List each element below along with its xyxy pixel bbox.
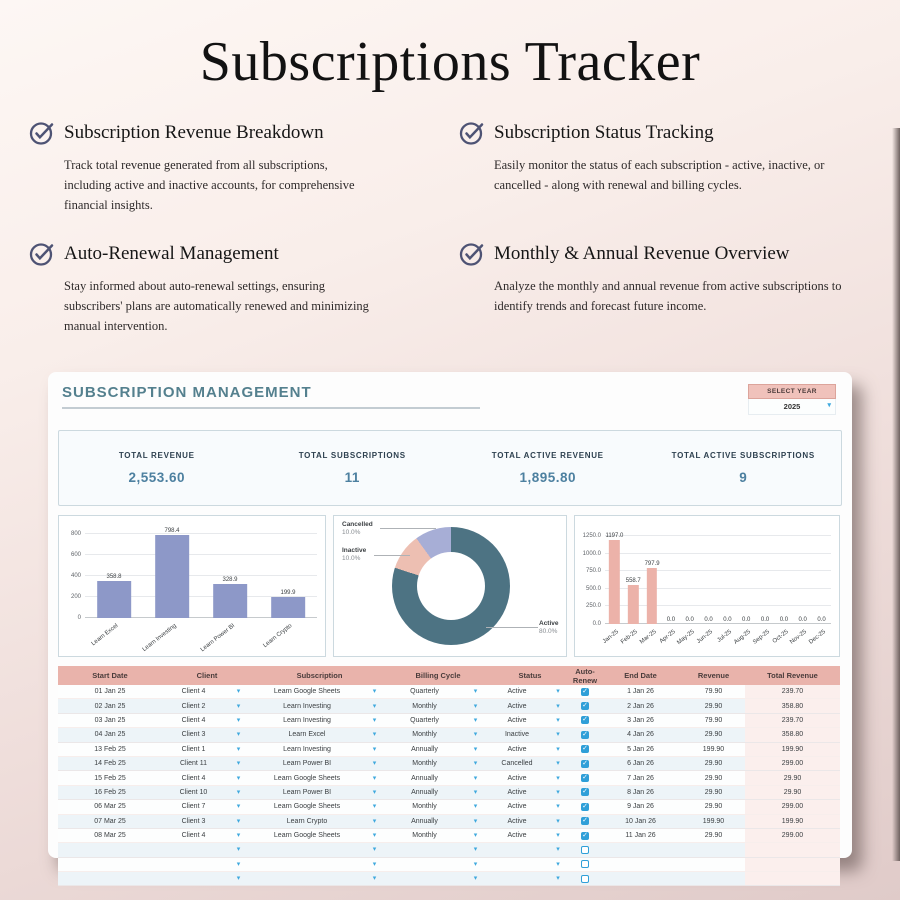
cell-revenue[interactable]: 79.90	[704, 716, 723, 724]
dropdown-arrow-icon[interactable]: ▾	[372, 803, 377, 811]
dropdown-arrow-icon[interactable]: ▾	[372, 860, 377, 868]
bar	[155, 535, 189, 618]
dropdown-arrow-icon[interactable]: ▾	[372, 745, 377, 753]
dashboard-screenshot	[48, 372, 852, 883]
bar-column	[643, 526, 662, 624]
bar-value-label: 0.0	[779, 617, 789, 623]
table-row	[58, 728, 840, 742]
cell-total-revenue[interactable]: 29.90	[745, 771, 840, 784]
dropdown-arrow-icon[interactable]: ▾	[372, 846, 377, 854]
cell-billing-cycle[interactable]: Quarterly	[410, 688, 439, 696]
table-row	[58, 815, 840, 829]
column-header-billing-cycle: Billing Cycle	[415, 671, 461, 680]
auto-renew-checkbox[interactable]: ✓	[582, 687, 588, 695]
cell-client[interactable]: Client 3	[181, 817, 206, 825]
kpi-value: 1,895.80	[519, 470, 577, 485]
y-axis-tick: 1250.0	[582, 532, 601, 539]
dropdown-arrow-icon[interactable]: ▾	[372, 716, 377, 724]
cell-end-date[interactable]: 2 Jan 26	[627, 702, 654, 710]
dropdown-arrow-icon[interactable]: ▾	[236, 875, 241, 883]
bar-value-label: 558.7	[625, 577, 641, 584]
subscriptions-table	[58, 666, 840, 886]
kpi-value: 11	[344, 470, 360, 485]
dropdown-arrow-icon[interactable]: ▾	[473, 731, 478, 739]
dropdown-arrow-icon[interactable]: ▾	[372, 788, 377, 796]
bar-plot	[582, 526, 831, 627]
kpi-label: TOTAL ACTIVE SUBSCRIPTIONS	[671, 451, 815, 460]
table-body	[58, 685, 840, 886]
title-underline	[62, 407, 480, 409]
bars	[85, 526, 317, 618]
dropdown-arrow-icon[interactable]: ▾	[372, 832, 377, 840]
cell-billing-cycle[interactable]: Annually	[411, 774, 438, 782]
dropdown-arrow-icon[interactable]: ▾	[556, 875, 560, 883]
table-row	[58, 800, 840, 814]
dropdown-arrow-icon[interactable]: ▾	[372, 731, 377, 739]
dropdown-arrow-icon[interactable]: ▾	[236, 817, 241, 825]
cell-total-revenue[interactable]: 239.70	[745, 714, 840, 727]
cell-client[interactable]: Client 1	[181, 745, 206, 753]
dropdown-arrow-icon[interactable]: ▾	[473, 875, 478, 883]
cell-start-date[interactable]: 13 Feb 25	[94, 745, 126, 753]
cell-status[interactable]: Active	[507, 774, 527, 782]
cell-total-revenue[interactable]	[745, 872, 840, 885]
dropdown-arrow-icon[interactable]: ▾	[236, 788, 241, 796]
dropdown-arrow-icon[interactable]: ▾	[473, 760, 478, 768]
bar-value-label: 0.0	[685, 617, 694, 623]
cell-status[interactable]: Active	[507, 688, 527, 696]
dropdown-arrow-icon[interactable]: ▾	[556, 774, 560, 782]
cell-subscription[interactable]: Learn Google Sheets	[273, 803, 341, 811]
dropdown-arrow-icon[interactable]: ▾	[556, 832, 560, 840]
auto-renew-checkbox[interactable]: ✓	[582, 802, 588, 810]
kpi-total-subscriptions	[255, 431, 451, 505]
bars	[605, 526, 831, 624]
cell-end-date[interactable]: 8 Jan 26	[627, 788, 654, 796]
column-header-end-date: End Date	[624, 671, 657, 680]
table-row	[58, 714, 840, 728]
callout-line	[374, 555, 410, 556]
y-axis-tick: 800	[70, 531, 81, 538]
dropdown-arrow-icon[interactable]: ▾	[473, 832, 478, 840]
cell-client[interactable]: Client 2	[181, 702, 206, 710]
cell-total-revenue[interactable]	[745, 858, 840, 871]
cell-revenue[interactable]: 79.90	[704, 688, 723, 696]
bar-column	[259, 526, 317, 618]
dropdown-arrow-icon[interactable]: ▾	[372, 702, 377, 710]
auto-renew-checkbox[interactable]: ✓	[582, 774, 588, 782]
cell-status[interactable]: Inactive	[504, 731, 530, 739]
auto-renew-checkbox[interactable]: ✓	[582, 702, 588, 710]
feature-status-tracking	[455, 120, 875, 215]
features-section	[25, 120, 875, 336]
dropdown-arrow-icon[interactable]: ▾	[473, 846, 478, 854]
cell-total-revenue[interactable]: 29.90	[745, 786, 840, 799]
table-row	[58, 786, 840, 800]
bar-value-label: 0.0	[742, 617, 751, 623]
cell-status[interactable]: Cancelled	[501, 760, 533, 768]
cell-status[interactable]: Active	[507, 832, 527, 840]
bar-column	[774, 526, 793, 624]
y-axis-tick: 600	[70, 552, 81, 559]
feature-heading: Subscription Revenue Breakdown	[64, 122, 324, 143]
cell-start-date[interactable]: 06 Mar 25	[94, 803, 126, 811]
bar	[628, 585, 638, 624]
cell-client[interactable]: Client 7	[181, 803, 206, 811]
dropdown-arrow-icon[interactable]: ▾	[556, 803, 560, 811]
revenue-by-subscription-chart	[58, 515, 326, 657]
check-circle-icon	[459, 241, 485, 267]
bar-column	[812, 526, 831, 624]
year-dropdown[interactable]	[748, 399, 836, 415]
cell-start-date[interactable]: 08 Mar 25	[94, 832, 126, 840]
feature-description: Analyze the monthly and annual revenue from active subscriptions to identify trends and forecast future income.	[494, 279, 842, 313]
auto-renew-checkbox[interactable]	[581, 875, 589, 883]
cell-billing-cycle[interactable]: Monthly	[412, 702, 437, 710]
cell-start-date[interactable]: 07 Mar 25	[94, 817, 126, 825]
kpi-total-active-subscriptions	[646, 431, 842, 505]
bar-value-label: 199.9	[280, 590, 296, 597]
kpi-value: 2,553.60	[128, 470, 186, 485]
dropdown-arrow-icon[interactable]: ▾	[236, 731, 241, 739]
dropdown-arrow-icon[interactable]: ▾	[372, 817, 377, 825]
cell-total-revenue[interactable]: 299.00	[745, 800, 840, 813]
cell-status[interactable]: Active	[507, 803, 527, 811]
dropdown-arrow-icon[interactable]: ▾	[236, 803, 241, 811]
cell-total-revenue[interactable]: 358.80	[745, 728, 840, 741]
cell-total-revenue[interactable]: 358.80	[745, 699, 840, 712]
cell-end-date[interactable]: 10 Jan 26	[625, 817, 656, 825]
page-title: Subscriptions Tracker	[199, 31, 701, 93]
feature-heading: Subscription Status Tracking	[494, 122, 714, 143]
select-year-label: SELECT YEAR	[748, 384, 836, 399]
cell-billing-cycle[interactable]: Annually	[411, 788, 438, 796]
donut-label-active: Active 80.0%	[539, 620, 559, 636]
dropdown-arrow-icon[interactable]: ▾	[236, 688, 241, 696]
bar	[97, 581, 131, 619]
feature-revenue-breakdown	[25, 120, 455, 215]
dropdown-arrow-icon[interactable]: ▾	[473, 716, 478, 724]
feature-description: Stay informed about auto-renewal settings, ensuring subscribers' plans are automatically renewed and minimizing manual intervention.	[64, 279, 369, 333]
y-axis-tick: 0.0	[592, 621, 601, 627]
table-row	[58, 699, 840, 713]
summary-cards	[58, 430, 842, 506]
cell-total-revenue[interactable]: 239.70	[745, 685, 840, 698]
year-selector[interactable]	[748, 384, 836, 415]
cell-billing-cycle[interactable]: Monthly	[412, 760, 437, 768]
dropdown-arrow-icon[interactable]: ▾	[556, 846, 560, 854]
cell-revenue[interactable]: 29.90	[704, 788, 723, 796]
dropdown-arrow-icon[interactable]: ▾	[473, 817, 478, 825]
cell-subscription[interactable]: Learn Crypto	[286, 817, 328, 825]
auto-renew-checkbox[interactable]: ✓	[582, 730, 588, 738]
cell-client[interactable]: Client 4	[181, 774, 206, 782]
cell-status[interactable]: Active	[507, 788, 527, 796]
dropdown-arrow-icon[interactable]: ▾	[236, 716, 241, 724]
cell-end-date[interactable]: 5 Jan 26	[627, 745, 654, 753]
bar-value-label: 358.8	[106, 573, 122, 580]
cell-total-revenue[interactable]: 299.00	[745, 757, 840, 770]
cell-total-revenue[interactable]: 199.90	[745, 743, 840, 756]
feature-revenue-overview	[455, 241, 875, 336]
dropdown-arrow-icon[interactable]: ▾	[556, 760, 560, 768]
column-header-auto-renew: Auto-Renew	[572, 666, 598, 685]
cell-subscription[interactable]: Learn Google Sheets	[273, 688, 341, 696]
dropdown-arrow-icon[interactable]: ▾	[372, 688, 377, 696]
table-header	[58, 666, 840, 685]
cell-end-date[interactable]: 7 Jan 26	[627, 774, 654, 782]
kpi-label: TOTAL ACTIVE REVENUE	[491, 451, 604, 460]
cell-status[interactable]: Active	[507, 702, 527, 710]
dropdown-arrow-icon[interactable]: ▾	[236, 832, 241, 840]
cell-start-date[interactable]: 02 Jan 25	[94, 702, 126, 710]
cell-client[interactable]: Client 10	[179, 788, 208, 796]
bar-value-label: 0.0	[798, 617, 807, 623]
auto-renew-checkbox[interactable]: ✓	[582, 759, 588, 767]
cell-billing-cycle[interactable]: Monthly	[412, 803, 437, 811]
bar-column	[756, 526, 775, 624]
bar-value-label: 0.0	[704, 617, 713, 623]
cell-start-date[interactable]: 16 Feb 25	[94, 788, 126, 796]
callout-line	[486, 627, 538, 628]
bar-value-label: 0.0	[723, 617, 732, 623]
check-circle-icon	[29, 241, 55, 267]
cell-client[interactable]: Client 4	[181, 688, 206, 696]
cell-client[interactable]: Client 4	[181, 832, 206, 840]
cell-start-date[interactable]: 04 Jan 25	[94, 731, 126, 739]
cell-billing-cycle[interactable]: Annually	[411, 745, 438, 753]
column-header-status: Status	[518, 671, 542, 680]
cell-subscription[interactable]: Learn Google Sheets	[273, 832, 341, 840]
dropdown-arrow-icon[interactable]: ▾	[372, 760, 377, 768]
column-header-revenue: Revenue	[697, 671, 730, 680]
bar	[647, 568, 657, 624]
dropdown-arrow-icon[interactable]: ▾	[473, 688, 478, 696]
dropdown-arrow-icon[interactable]: ▾	[556, 788, 560, 796]
dropdown-arrow-icon[interactable]: ▾	[473, 803, 478, 811]
cell-billing-cycle[interactable]: Monthly	[412, 832, 437, 840]
cell-client[interactable]: Client 4	[181, 716, 206, 724]
auto-renew-checkbox[interactable]: ✓	[582, 831, 588, 839]
cell-billing-cycle[interactable]: Quarterly	[410, 716, 439, 724]
dropdown-arrow-icon[interactable]: ▾	[473, 745, 478, 753]
dropdown-arrow-icon[interactable]: ▾	[236, 745, 241, 753]
bar-column	[605, 526, 624, 624]
status-donut-chart	[333, 515, 567, 657]
cell-end-date[interactable]: 1 Jan 26	[627, 688, 654, 696]
year-value: 2025	[783, 402, 801, 411]
cell-revenue[interactable]: 199.90	[702, 817, 725, 825]
dropdown-arrow-icon[interactable]: ▾	[236, 774, 241, 782]
bar	[271, 597, 305, 618]
cell-subscription[interactable]: Learn Investing	[283, 716, 331, 724]
cell-subscription[interactable]: Learn Google Sheets	[273, 774, 341, 782]
dropdown-arrow-icon[interactable]: ▾	[473, 860, 478, 868]
kpi-label: TOTAL REVENUE	[118, 451, 195, 460]
auto-renew-checkbox[interactable]	[581, 846, 589, 854]
table-row-empty	[58, 872, 840, 886]
table-row	[58, 757, 840, 771]
bar-column	[737, 526, 756, 624]
cell-client[interactable]: Client 11	[179, 760, 208, 768]
dropdown-arrow-icon[interactable]: ▾	[556, 817, 560, 825]
bar-value-label: 0.0	[760, 617, 770, 623]
table-row-empty	[58, 843, 840, 857]
y-axis-tick: 400	[70, 573, 81, 580]
cell-subscription[interactable]: Learn Power BI	[282, 760, 332, 768]
donut-label-cancelled: Cancelled 10.0%	[342, 521, 373, 537]
kpi-label: TOTAL SUBSCRIPTIONS	[298, 451, 406, 460]
dashboard-title-block	[62, 384, 480, 409]
column-header-total-revenue: Total Revenue	[767, 671, 818, 680]
y-axis-tick: 1000.0	[582, 550, 601, 557]
cell-subscription[interactable]: Learn Investing	[283, 702, 331, 710]
feature-heading: Monthly & Annual Revenue Overview	[494, 243, 790, 264]
kpi-total-revenue	[59, 431, 255, 505]
y-axis-tick: 200	[70, 594, 81, 601]
cell-start-date[interactable]: 15 Feb 25	[94, 774, 126, 782]
bar	[609, 540, 619, 624]
donut-label-inactive: Inactive 10.0%	[342, 547, 367, 563]
cell-start-date[interactable]: 01 Jan 25	[94, 688, 126, 696]
bar-column	[661, 526, 680, 624]
cell-end-date[interactable]: 9 Jan 26	[627, 803, 654, 811]
bar-column	[201, 526, 259, 618]
cell-revenue[interactable]: 199.90	[702, 745, 725, 753]
column-header-client: Client	[196, 671, 218, 680]
auto-renew-checkbox[interactable]: ✓	[582, 745, 588, 753]
bar-value-label: 0.0	[817, 617, 826, 623]
cell-end-date[interactable]: 3 Jan 26	[627, 716, 654, 724]
y-axis-tick: 0	[77, 615, 81, 621]
bar-column	[699, 526, 718, 624]
column-header-subscription: Subscription	[296, 671, 343, 680]
auto-renew-checkbox[interactable]: ✓	[582, 716, 588, 724]
column-header-start-date: Start Date	[92, 671, 128, 680]
feature-auto-renewal	[25, 241, 455, 336]
charts-row	[58, 515, 842, 657]
bar-column	[793, 526, 812, 624]
cell-start-date[interactable]: 03 Jan 25	[94, 716, 126, 724]
feature-description: Easily monitor the status of each subscription - active, inactive, or cancelled - along with renewal and billing cycles.	[494, 158, 825, 192]
cell-revenue[interactable]: 29.90	[704, 702, 723, 710]
table-row	[58, 771, 840, 785]
bar-value-label: 328.9	[222, 576, 238, 583]
cell-subscription[interactable]: Learn Power BI	[282, 788, 332, 796]
bar-column	[85, 526, 143, 618]
cell-total-revenue[interactable]: 299.00	[745, 829, 840, 842]
cell-total-revenue[interactable]	[745, 843, 840, 856]
dropdown-arrow-icon[interactable]: ▾	[236, 846, 241, 854]
y-axis-tick: 500.0	[585, 585, 601, 592]
dropdown-arrow-icon[interactable]: ▾	[473, 774, 478, 782]
cell-subscription[interactable]: Learn Excel	[288, 731, 326, 739]
dropdown-arrow-icon[interactable]: ▾	[236, 860, 241, 868]
dropdown-arrow-icon[interactable]: ▾	[556, 716, 560, 724]
cell-end-date[interactable]: 11 Jan 26	[625, 832, 656, 840]
auto-renew-checkbox[interactable]: ✓	[582, 817, 588, 825]
bar	[213, 584, 247, 618]
dashboard-title: SUBSCRIPTION MANAGEMENT	[62, 384, 312, 401]
chevron-down-icon[interactable]: ▾	[827, 402, 831, 409]
dropdown-arrow-icon[interactable]: ▾	[473, 702, 478, 710]
cell-start-date[interactable]: 14 Feb 25	[94, 760, 126, 768]
bar-value-label: 0.0	[666, 617, 676, 623]
bar-column	[624, 526, 643, 624]
bar-value-label: 797.9	[644, 560, 660, 567]
bar-column	[143, 526, 201, 618]
y-axis-tick: 250.0	[585, 603, 601, 610]
x-axis-labels: Jan-25 Feb-25 Mar-25 Apr-25 May-25 Jun-25 Jul-25 Aug-25 Sep-25 Oct-25 Nov-25 Dec-25	[601, 629, 828, 647]
cell-billing-cycle[interactable]: Annually	[411, 817, 438, 825]
dropdown-arrow-icon[interactable]: ▾	[556, 688, 560, 696]
page-edge-shadow	[892, 128, 900, 861]
cell-revenue[interactable]: 29.90	[704, 760, 723, 768]
table-row	[58, 829, 840, 843]
dropdown-arrow-icon[interactable]: ▾	[372, 774, 377, 782]
cell-status[interactable]: Active	[507, 745, 527, 753]
monthly-revenue-chart	[574, 515, 840, 657]
callout-line	[380, 528, 436, 529]
bar-value-label: 1197.0	[605, 532, 624, 539]
cell-revenue[interactable]: 29.90	[704, 774, 723, 782]
feature-description: Track total revenue generated from all subscriptions, including active and inactive accounts, for comprehensive financial insights.	[64, 158, 355, 212]
bar-plot	[70, 526, 317, 621]
y-axis-tick: 750.0	[585, 568, 601, 575]
check-circle-icon	[459, 120, 485, 146]
bar-value-label: 798.4	[164, 527, 180, 534]
dropdown-arrow-icon[interactable]: ▾	[236, 702, 241, 710]
cell-revenue[interactable]: 29.90	[704, 832, 723, 840]
cell-status[interactable]: Active	[507, 716, 527, 724]
auto-renew-checkbox[interactable]: ✓	[582, 788, 588, 796]
cell-revenue[interactable]: 29.90	[704, 731, 723, 739]
cell-end-date[interactable]: 6 Jan 26	[627, 760, 654, 768]
cell-subscription[interactable]: Learn Investing	[283, 745, 331, 753]
cell-client[interactable]: Client 3	[181, 731, 206, 739]
check-circle-icon	[29, 120, 55, 146]
kpi-total-active-revenue	[450, 431, 646, 505]
feature-heading: Auto-Renewal Management	[64, 243, 279, 264]
cell-total-revenue[interactable]: 199.90	[745, 815, 840, 828]
dropdown-arrow-icon[interactable]: ▾	[556, 860, 560, 868]
dropdown-arrow-icon[interactable]: ▾	[556, 702, 560, 710]
dropdown-arrow-icon[interactable]: ▾	[556, 745, 560, 753]
x-axis-labels: Learn Excel Learn Investing Learn Power BI Learn Crypto	[91, 623, 294, 654]
dropdown-arrow-icon[interactable]: ▾	[372, 875, 377, 883]
table-row-empty	[58, 858, 840, 872]
dropdown-arrow-icon[interactable]: ▾	[556, 731, 560, 739]
dropdown-arrow-icon[interactable]: ▾	[236, 760, 241, 768]
dropdown-arrow-icon[interactable]: ▾	[473, 788, 478, 796]
cell-billing-cycle[interactable]: Monthly	[412, 731, 437, 739]
table-row	[58, 743, 840, 757]
cell-revenue[interactable]: 29.90	[704, 803, 723, 811]
bar-column	[718, 526, 737, 624]
table-row	[58, 685, 840, 699]
kpi-value: 9	[739, 470, 748, 485]
bar-column	[680, 526, 699, 624]
auto-renew-checkbox[interactable]	[581, 860, 589, 868]
cell-end-date[interactable]: 4 Jan 26	[627, 731, 654, 739]
cell-status[interactable]: Active	[507, 817, 527, 825]
